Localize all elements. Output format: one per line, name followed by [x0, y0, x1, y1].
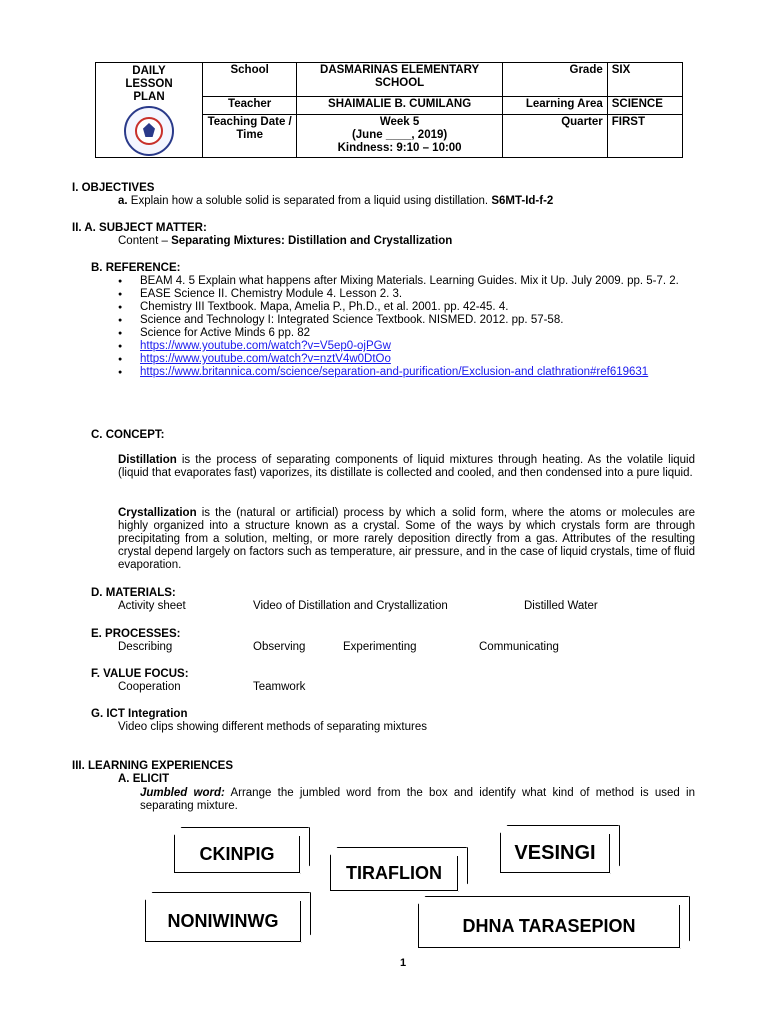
- jumbled-word: CKINPIG: [199, 843, 275, 864]
- concept-heading: C. CONCEPT:: [91, 429, 165, 441]
- jumbled-label: Jumbled word:: [140, 787, 225, 799]
- objectives-heading: I. OBJECTIVES: [72, 182, 155, 194]
- grade-label: Grade: [502, 63, 607, 97]
- value-item: Teamwork: [253, 681, 306, 693]
- ict-heading: G. ICT Integration: [91, 708, 188, 720]
- reference-heading: B. REFERENCE:: [91, 262, 181, 274]
- school-value: DASMARINAS ELEMENTARY SCHOOL: [297, 63, 503, 97]
- date-label: Teaching Date / Time: [203, 115, 297, 158]
- jumbled-word: TIRAFLION: [346, 862, 442, 883]
- reference-item: ● Chemistry III Textbook. Mapa, Amelia P., Ph.D., et al. 2001. pp. 42-45. 4.: [118, 301, 718, 314]
- objective-a-text: Explain how a soluble solid is separated from a liquid using distillation.: [127, 195, 492, 207]
- reference-link[interactable]: https://www.youtube.com/watch?v=V5ep0-ojPGw: [140, 340, 391, 352]
- time: Kindness: 9:10 – 10:00: [337, 142, 462, 154]
- reference-item: ● Science and Technology I: Integrated Science Textbook. NISMED. 2012. pp. 57-58.: [118, 314, 718, 327]
- distillation-term: Distillation: [118, 454, 177, 466]
- page-number: 1: [400, 957, 407, 969]
- material-item: Activity sheet: [118, 600, 186, 612]
- jumbled-word-box: [145, 900, 301, 942]
- jumbled-word: DHNA TARASEPION: [462, 915, 636, 936]
- school-label: School: [203, 63, 297, 97]
- teacher-value: SHAIMALIE B. CUMILANG: [297, 96, 503, 115]
- quarter-label: Quarter: [502, 115, 607, 158]
- area-value: SCIENCE: [607, 96, 682, 115]
- dlp-title: DAILY LESSON PLAN: [125, 65, 173, 103]
- objective-a: [118, 195, 553, 208]
- deped-seal-icon: [124, 106, 174, 156]
- process-item: Describing: [118, 641, 173, 653]
- date: (June ____, 2019): [351, 129, 448, 141]
- process-item: Experimenting: [343, 641, 417, 653]
- learning-heading: III. LEARNING EXPERIENCES: [72, 760, 234, 772]
- value-item: Cooperation: [118, 681, 181, 693]
- reference-item: ● Science for Active Minds 6 pp. 82: [118, 327, 718, 340]
- material-item: Distilled Water: [524, 600, 598, 612]
- ict-text: Video clips showing different methods of separating mixtures: [118, 721, 427, 733]
- processes-heading: E. PROCESSES:: [91, 628, 181, 640]
- subject-heading: II. A. SUBJECT MATTER:: [72, 222, 207, 234]
- grade-value: SIX: [607, 63, 682, 97]
- jumbled-text: Arrange the jumbled word from the box and identify what kind of method is used in separating mixture.: [140, 787, 695, 812]
- dlp-cell: [96, 63, 203, 158]
- concept-crystallization: [118, 507, 695, 572]
- process-item: Observing: [253, 641, 306, 653]
- crystallization-term: Crystallization: [118, 507, 197, 519]
- quarter-value: FIRST: [607, 115, 682, 158]
- distillation-text: is the process of separating components of liquid mixtures through heating. As the volatile liquid (liquid that evaporates fast) vaporizes, its distillate is collected and cooled, and then condensed into a pure liquid.: [118, 454, 695, 479]
- area-label: Learning Area: [502, 96, 607, 115]
- elicit-heading: A. ELICIT: [118, 773, 170, 785]
- materials-heading: D. MATERIALS:: [91, 587, 176, 599]
- process-item: Communicating: [479, 641, 559, 653]
- jumbled-word-box: [330, 855, 458, 891]
- objective-code: S6MT-Id-f-2: [491, 195, 554, 207]
- jumbled-word: VESINGI: [514, 841, 596, 864]
- reference-link[interactable]: https://www.britannica.com/science/separation-and-purification/Exclusion-and clathration#ref619631: [140, 366, 649, 378]
- jumbled-word-box: [500, 833, 610, 873]
- reference-link[interactable]: https://www.youtube.com/watch?v=nztV4w0DtOo: [140, 353, 391, 365]
- subject-content: [118, 235, 452, 248]
- teacher-label: Teacher: [203, 96, 297, 115]
- value-focus-heading: F. VALUE FOCUS:: [91, 668, 189, 680]
- content-label: Content –: [118, 235, 172, 247]
- reference-list: [118, 275, 718, 379]
- reference-item: ● EASE Science II. Chemistry Module 4. Lesson 2. 3.: [118, 288, 718, 301]
- content-value: Separating Mixtures: Distillation and Crystallization: [171, 235, 453, 247]
- jumbled-instructions: [140, 787, 695, 813]
- reference-item: [118, 366, 718, 379]
- header-table: [95, 62, 683, 158]
- jumbled-word: NONIWINWG: [167, 910, 279, 931]
- reference-item: [118, 353, 718, 366]
- week: Week 5: [379, 116, 420, 128]
- jumbled-word-box: [174, 835, 300, 873]
- date-cell: [297, 115, 503, 158]
- material-item: Video of Distillation and Crystallization: [253, 600, 448, 612]
- objective-a-label: a.: [118, 195, 128, 207]
- jumbled-word-box: [418, 904, 680, 948]
- reference-item: ● BEAM 4. 5 Explain what happens after Mixing Materials. Learning Guides. Mix it Up. July 2009. pp. 5-7. 2.: [118, 275, 718, 288]
- reference-item: [118, 340, 718, 353]
- concept-distillation: [118, 454, 695, 480]
- crystallization-text: is the (natural or artificial) process by which a solid form, where the atoms or molecules are highly organized into a structure known as a crystal. Some of the ways by which crystals form are through precipitating from a solution, melting, or more rarely deposition directly from a gas. Attributes of the resulting crystal depend largely on factors such as temperature, air pressure, and in the case of liquid crystals, time of fluid evaporation.: [118, 507, 695, 571]
